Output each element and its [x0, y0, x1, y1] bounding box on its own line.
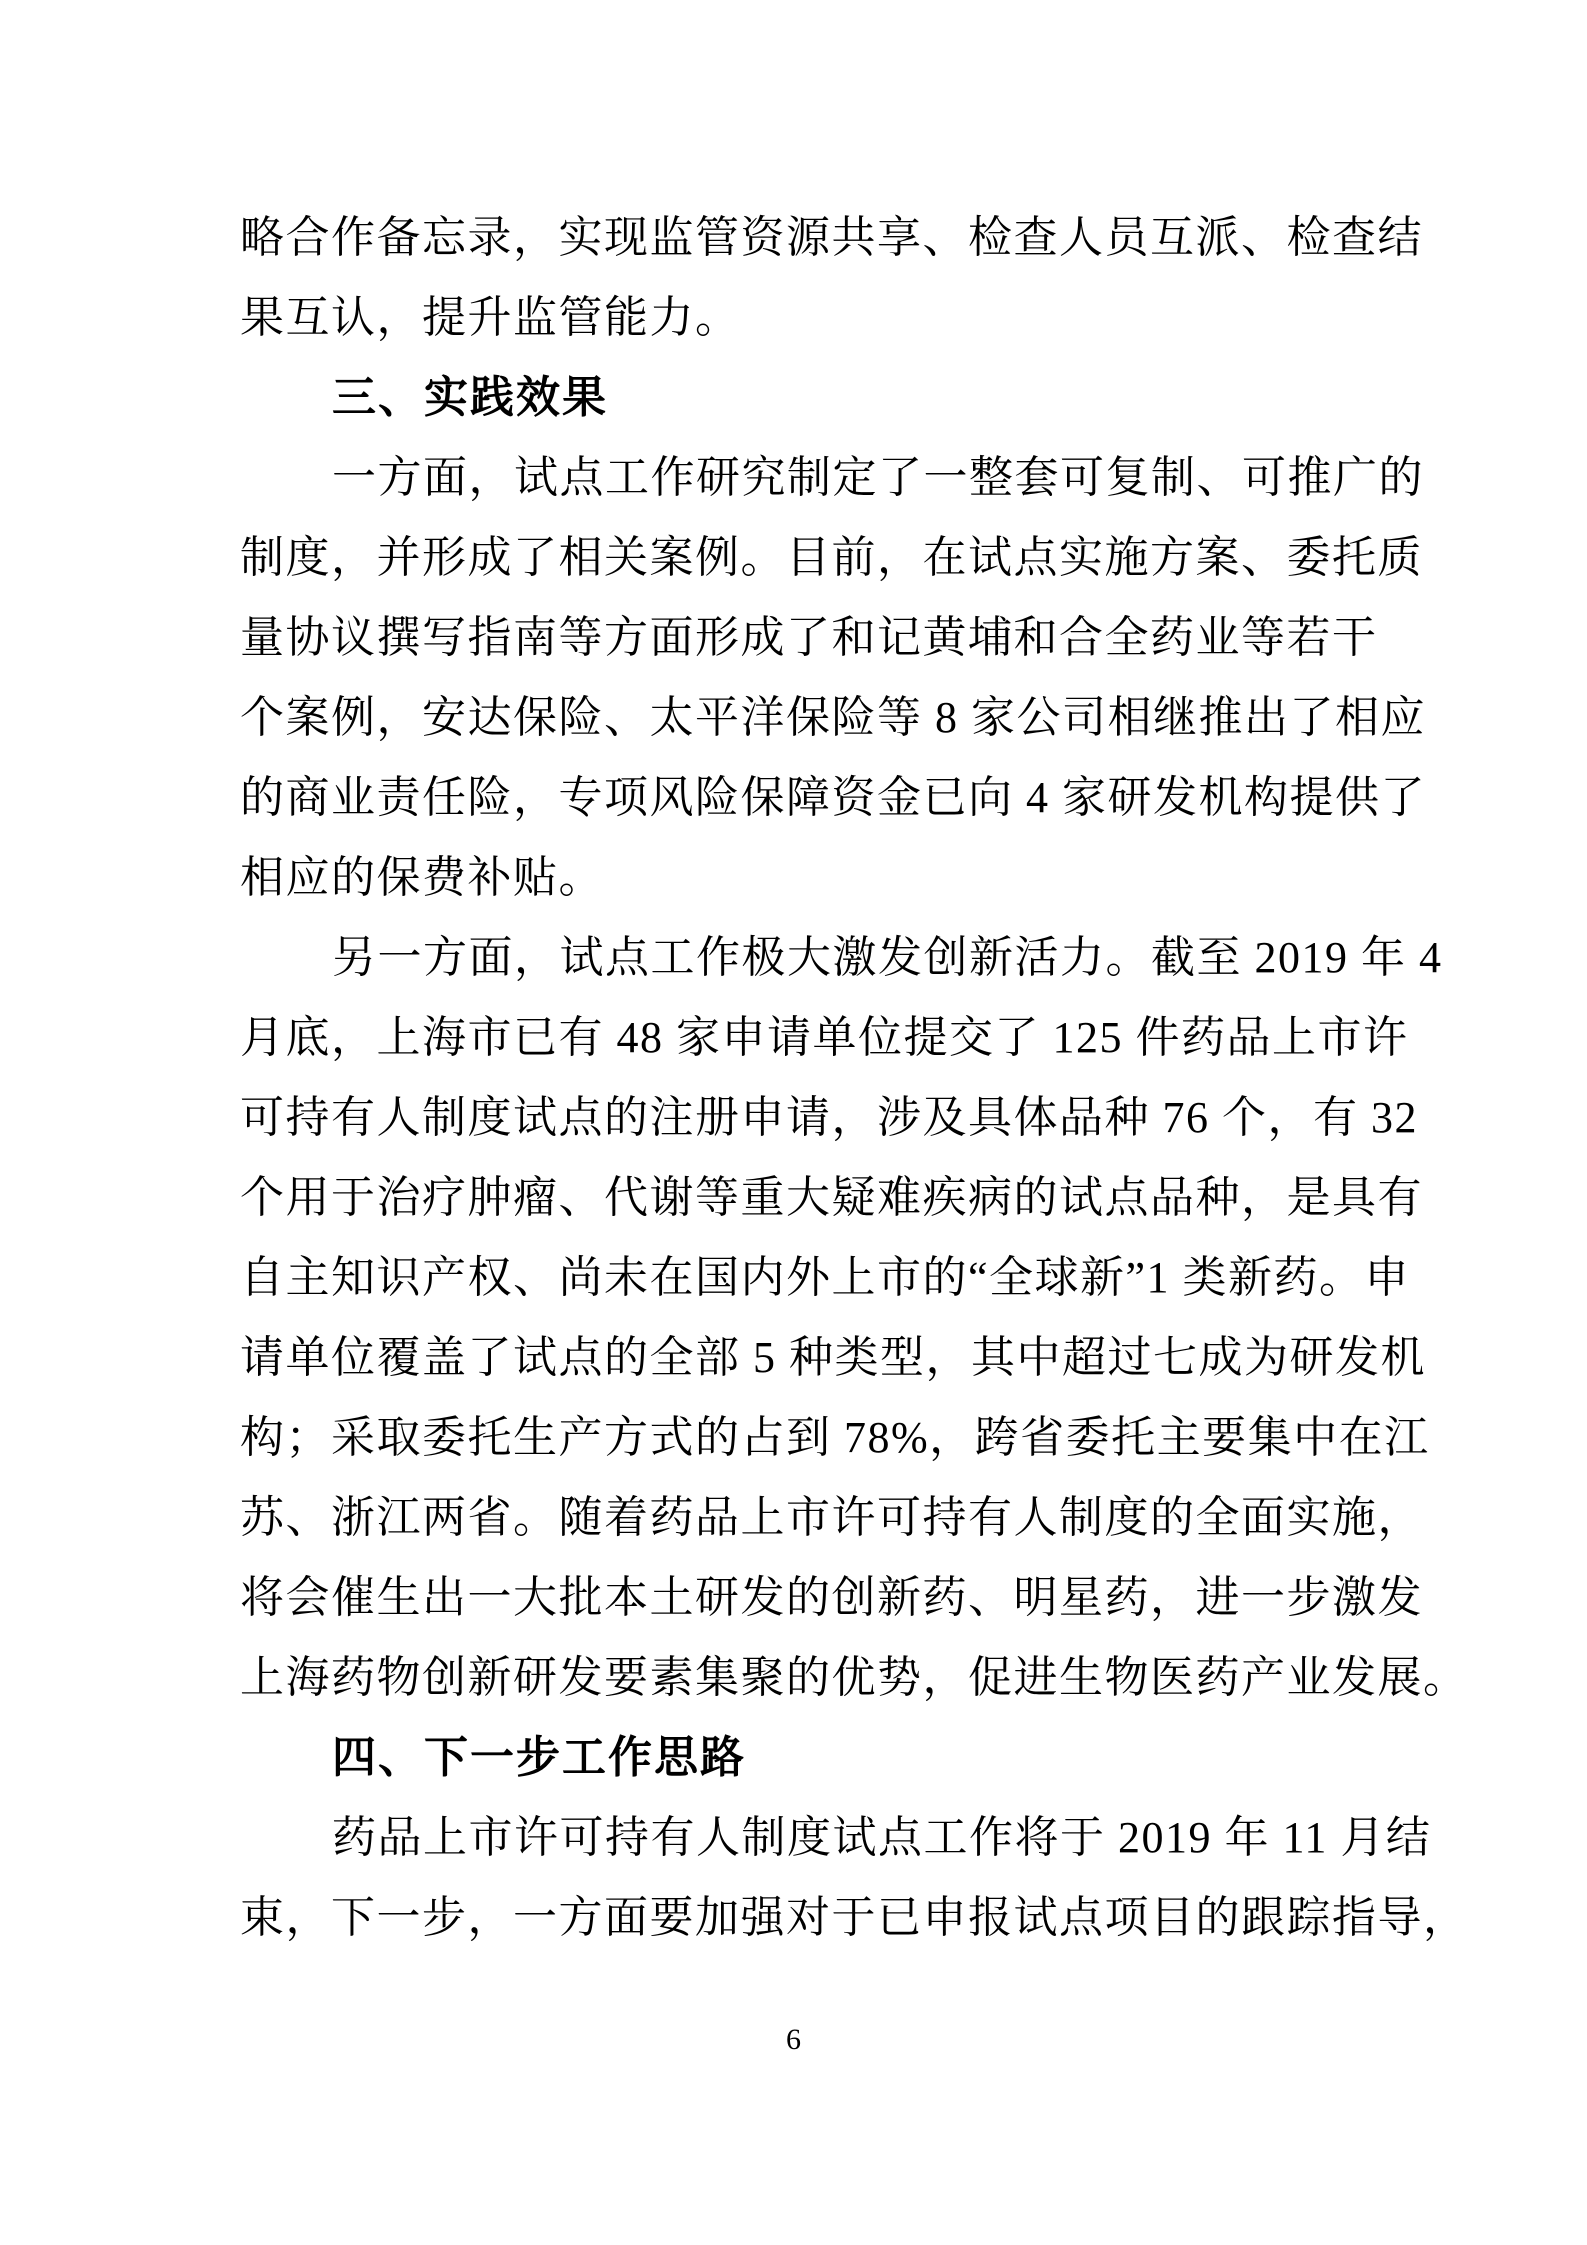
text-line: 药品上市许可持有人制度试点工作将于 2019 年 11 月结: [332, 1813, 1432, 1862]
text-line: 请单位覆盖了试点的全部 5 种类型，其中超过七成为研发机: [240, 1333, 1426, 1382]
document-body: [240, 198, 1469, 1958]
section-heading: 三、实践效果: [332, 373, 608, 422]
text-line: 个案例，安达保险、太平洋保险等 8 家公司相继推出了相应: [240, 693, 1426, 742]
text-line: 构；采取委托生产方式的占到 78%，跨省委托主要集中在江: [240, 1413, 1430, 1462]
text-line: 制度，并形成了相关案例。目前，在试点实施方案、委托质: [240, 533, 1423, 582]
text-line: 上海药物创新研发要素集聚的优势，促进生物医药产业发展。: [240, 1653, 1469, 1702]
text-line: 量协议撰写指南等方面形成了和记黄埔和合全药业等若干: [240, 613, 1378, 662]
text-line: 苏、浙江两省。随着药品上市许可持有人制度的全面实施，: [240, 1493, 1423, 1542]
text-line: 自主知识产权、尚未在国内外上市的“全球新”1 类新药。申: [240, 1253, 1411, 1302]
text-line: 束，下一步，一方面要加强对于已申报试点项目的跟踪指导，: [240, 1893, 1469, 1942]
text-line: 个用于治疗肿瘤、代谢等重大疑难疾病的试点品种，是具有: [240, 1173, 1423, 1222]
page-number: 6: [786, 2023, 801, 2056]
text-line: 略合作备忘录，实现监管资源共享、检查人员互派、检查结: [240, 213, 1423, 262]
text-line: 相应的保费补贴。: [240, 853, 604, 902]
text-line: 一方面，试点工作研究制定了一整套可复制、可推广的: [332, 453, 1424, 502]
text-line: 可持有人制度试点的注册申请，涉及具体品种 76 个，有 32: [240, 1093, 1418, 1142]
text-line: 月底，上海市已有 48 家申请单位提交了 125 件药品上市许: [240, 1013, 1409, 1062]
text-line: 另一方面，试点工作极大激发创新活力。截至 2019 年 4: [332, 933, 1443, 982]
text-line: 将会催生出一大批本土研发的创新药、明星药，进一步激发: [240, 1573, 1423, 1622]
text-line: 的商业责任险，专项风险保障资金已向 4 家研发机构提供了: [240, 773, 1426, 822]
text-line: 果互认，提升监管能力。: [240, 293, 741, 342]
section-heading: 四、下一步工作思路: [332, 1733, 746, 1782]
